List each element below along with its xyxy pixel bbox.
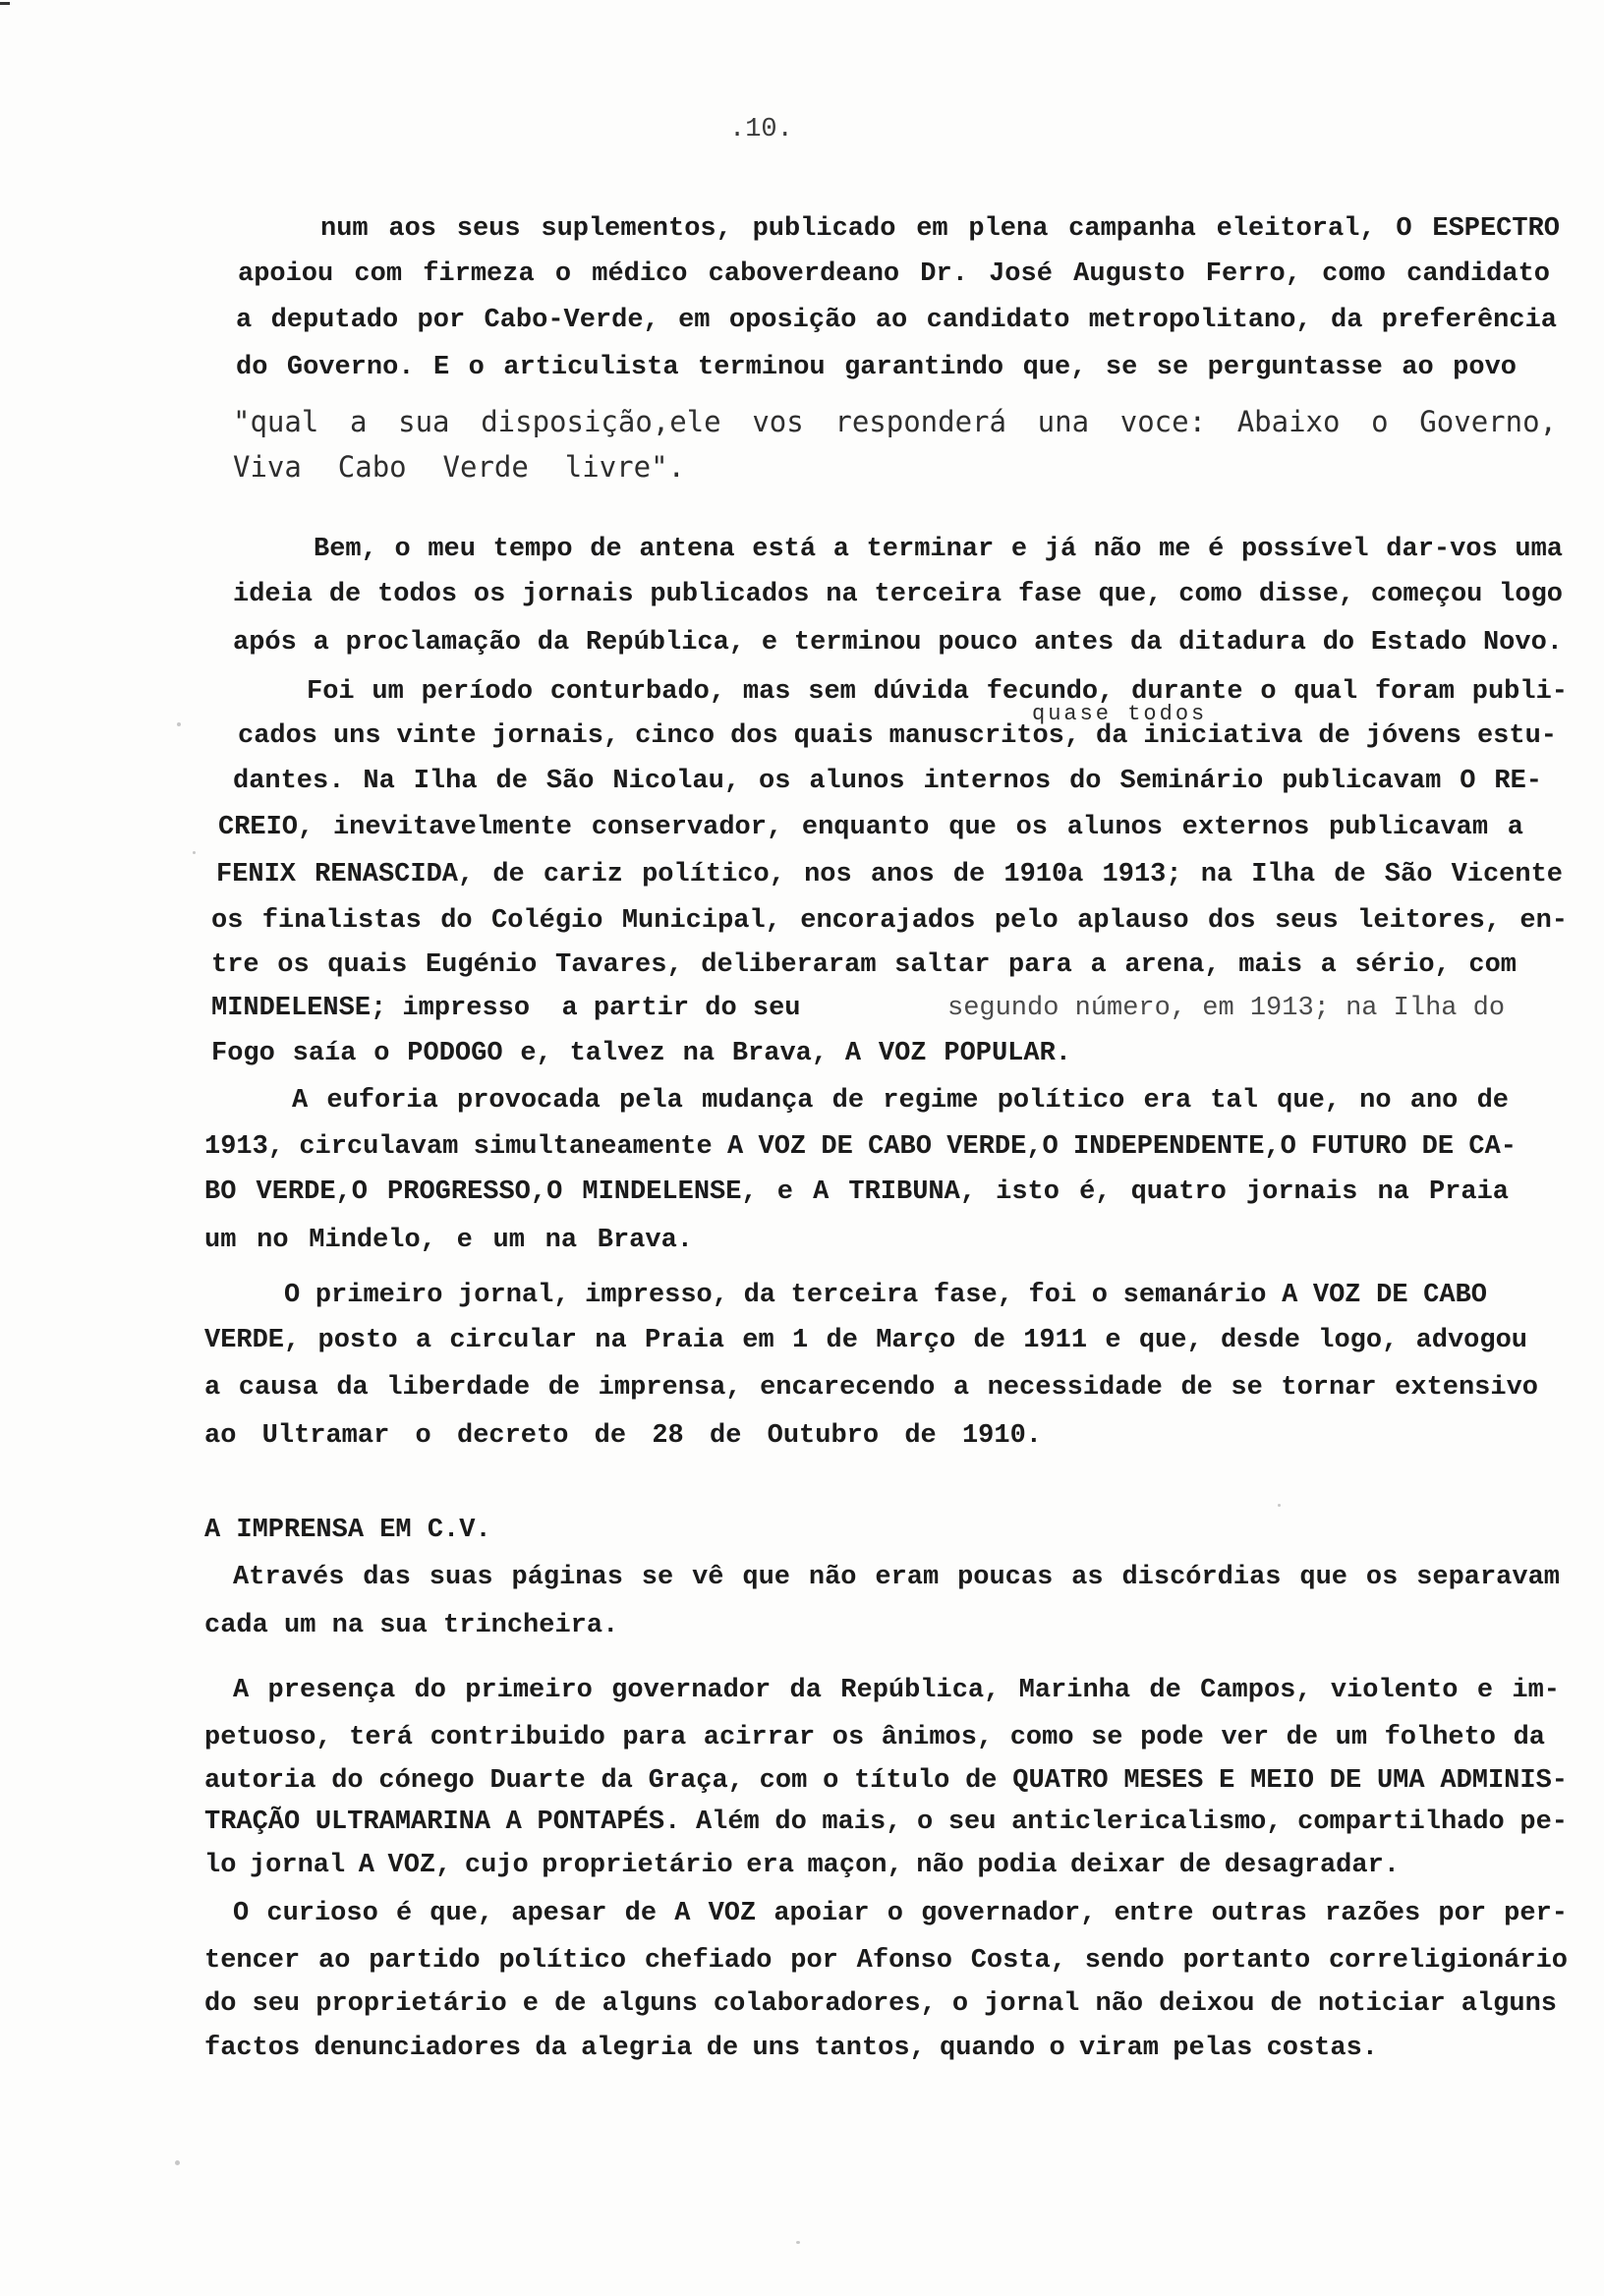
text-line: cada um na sua trincheira. — [204, 1611, 619, 1640]
text-line: O curioso é que, apesar de A VOZ apoiar o governador, entre outras razões por per- — [233, 1899, 1568, 1928]
text-line: Bem, o meu tempo de antena está a terminar e já não me é possível dar-vos uma — [314, 535, 1563, 564]
scan-corner-mark — [0, 2, 10, 5]
text-line: a deputado por Cabo-Verde, em oposição ao candidato metropolitano, da preferência — [236, 306, 1557, 335]
text-line: A euforia provocada pela mudança de regime político era tal que, no ano de — [292, 1086, 1509, 1116]
text-line: os finalistas do Colégio Municipal, encorajados pelo aplauso dos seus leitores, en- — [211, 906, 1568, 936]
text-line: O primeiro jornal, impresso, da terceira fase, foi o semanário A VOZ DE CABO — [284, 1281, 1487, 1310]
text-line: num aos seus suplementos, publicado em plena campanha eleitoral, O ESPECTRO — [320, 214, 1560, 244]
text-line: do seu proprietário e de alguns colaboradores, o jornal não deixou de noticiar alguns — [204, 1989, 1557, 2019]
text-line: TRAÇÃO ULTRAMARINA A PONTAPÉS. Além do mais, o seu anticlericalismo, compartilhado pe- — [204, 1808, 1568, 1837]
scan-speck — [175, 2160, 180, 2165]
text-line: um no Mindelo, e um na Brava. — [204, 1226, 693, 1255]
text-line-retyped: segundo número, em 1913; na Ilha do — [947, 994, 1506, 1023]
quoted-text-line: "qual a sua disposição,ele vos responderá una voce: Abaixo o Governo, — [233, 405, 1557, 438]
text-line: a causa da liberdade de imprensa, encarecendo a necessidade de se tornar extensivo — [204, 1373, 1538, 1403]
text-line: factos denunciadores da alegria de uns tantos, quando o viram pelas costas. — [204, 2034, 1378, 2063]
scan-speck — [193, 851, 196, 854]
text-line: Fogo saía o PODOGO e, talvez na Brava, A VOZ POPULAR. — [211, 1039, 1071, 1068]
text-line: apoiou com firmeza o médico caboverdeano Dr. José Augusto Ferro, como candidato — [238, 259, 1550, 289]
scan-speck — [177, 722, 181, 726]
interlinear-insertion: quase todos — [1032, 702, 1208, 726]
text-line: petuoso, terá contribuido para acirrar os ânimos, como se pode ver de um folheto da — [204, 1723, 1545, 1752]
text-line: ideia de todos os jornais publicados na terceira fase que, como disse, começou logo — [233, 580, 1563, 609]
scan-speck — [796, 2241, 800, 2244]
text-line: dantes. Na Ilha de São Nicolau, os alunos internos do Seminário publicavam O RE- — [233, 767, 1542, 796]
text-line: do Governo. E o articulista terminou garantindo que, se se perguntasse ao povo — [236, 353, 1517, 382]
quoted-text-line: Viva Cabo Verde livre". — [233, 450, 685, 484]
text-line: 1913, circulavam simultaneamente A VOZ DE CABO VERDE,O INDEPENDENTE,O FUTURO DE CA- — [204, 1132, 1517, 1162]
text-line: Foi um período conturbado, mas sem dúvida fecundo, durante o qual foram publi- — [307, 677, 1568, 707]
scan-speck — [1278, 1504, 1281, 1507]
text-line: autoria do cónego Duarte da Graça, com o título de QUATRO MESES E MEIO DE UMA ADMINIS- — [204, 1766, 1568, 1796]
text-line: cados uns vinte jornais, cinco dos quais manuscritos, da iniciativa de jóvens estu- — [238, 721, 1557, 751]
section-heading: A IMPRENSA EM C.V. — [204, 1516, 491, 1545]
text-line: tre os quais Eugénio Tavares, deliberaram saltar para a arena, mais a sério, com — [211, 950, 1517, 980]
text-line: MINDELENSE; impresso a partir do seu — [211, 994, 801, 1023]
text-line: FENIX RENASCIDA, de cariz político, nos anos de 1910a 1913; na Ilha de São Vicente — [216, 860, 1563, 890]
text-line: BO VERDE,O PROGRESSO,O MINDELENSE, e A TRIBUNA, isto é, quatro jornais na Praia — [204, 1177, 1509, 1207]
page-number: .10. — [729, 115, 793, 144]
text-line: lo jornal A VOZ, cujo proprietário era maçon, não podia deixar de desagradar. — [204, 1851, 1400, 1880]
text-line: VERDE, posto a circular na Praia em 1 de Março de 1911 e que, desde logo, advogou — [204, 1326, 1527, 1355]
text-line: após a proclamação da República, e terminou pouco antes da ditadura do Estado Novo. — [233, 628, 1563, 658]
text-line: A presença do primeiro governador da República, Marinha de Campos, violento e im- — [233, 1676, 1560, 1705]
text-line: tencer ao partido político chefiado por Afonso Costa, sendo portanto correligionário — [204, 1946, 1568, 1976]
text-line: CREIO, inevitavelmente conservador, enquanto que os alunos externos publicavam a — [218, 813, 1523, 842]
text-line: ao Ultramar o decreto de 28 de Outubro de 1910. — [204, 1421, 1042, 1451]
text-line: Através das suas páginas se vê que não eram poucas as discórdias que os separavam — [233, 1563, 1560, 1592]
